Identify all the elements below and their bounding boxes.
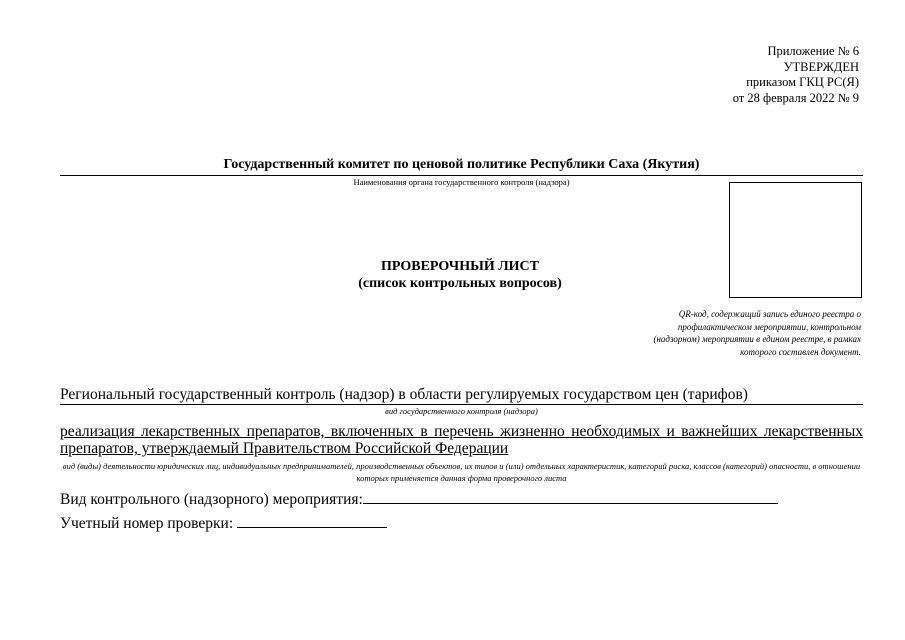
appendix-number: Приложение № 6 (767, 44, 859, 58)
order-label: приказом ГКЦ РС(Я) (746, 75, 859, 89)
event-type-input-line[interactable] (363, 490, 778, 504)
qr-code-placeholder (729, 182, 862, 298)
title-sub: (список контрольных вопросов) (358, 276, 562, 291)
control-type-caption: вид государственного контроля (надзора) (385, 406, 538, 416)
activity-type-caption: вид (виды) деятельности юридических лиц, индивидуальных предпринимателей, производственных объектов, их типов и (или) отдельных характеристик, категорий риска, классов (категорий) опасности, в отношении которых применяется данная форма проверочного листа (62, 461, 861, 483)
check-number-field (60, 514, 387, 533)
control-type-value: Региональный государственный контроль (надзор) в области регулируемых государством цен (тарифов) (60, 386, 748, 403)
control-type-underline (60, 404, 863, 405)
approved-label: УТВЕРЖДЕН (783, 59, 859, 74)
order-date: от 28 февраля 2022 № 9 (732, 90, 859, 105)
activity-type-value: реализация лекарственных препаратов, включенных в перечень жизненно необходимых и важнейших лекарственных препаратов, утверждаемый Правительством Российской Федерации (60, 423, 863, 457)
check-number-label: Учетный номер проверки: (60, 515, 234, 532)
approval-block (733, 44, 859, 106)
event-type-label: Вид контрольного (надзорного) мероприятия: (60, 491, 363, 508)
title-main: ПРОВЕРОЧНЫЙ ЛИСТ (380, 259, 539, 274)
check-number-input-line[interactable] (237, 514, 387, 528)
document-title (300, 258, 620, 292)
agency-caption: Наименования органа государственного контроля (надзора) (353, 177, 570, 187)
agency-underline (60, 175, 863, 176)
event-type-field (60, 490, 778, 509)
agency-name: Государственный комитет по ценовой политике Республики Саха (Якутия) (223, 157, 700, 172)
qr-caption: QR-код, содержащий запись единого реестра о профилактическом мероприятии, контрольном (надзорном) мероприятии в едином реестре, в рамках которого составлен документ. (653, 309, 861, 357)
